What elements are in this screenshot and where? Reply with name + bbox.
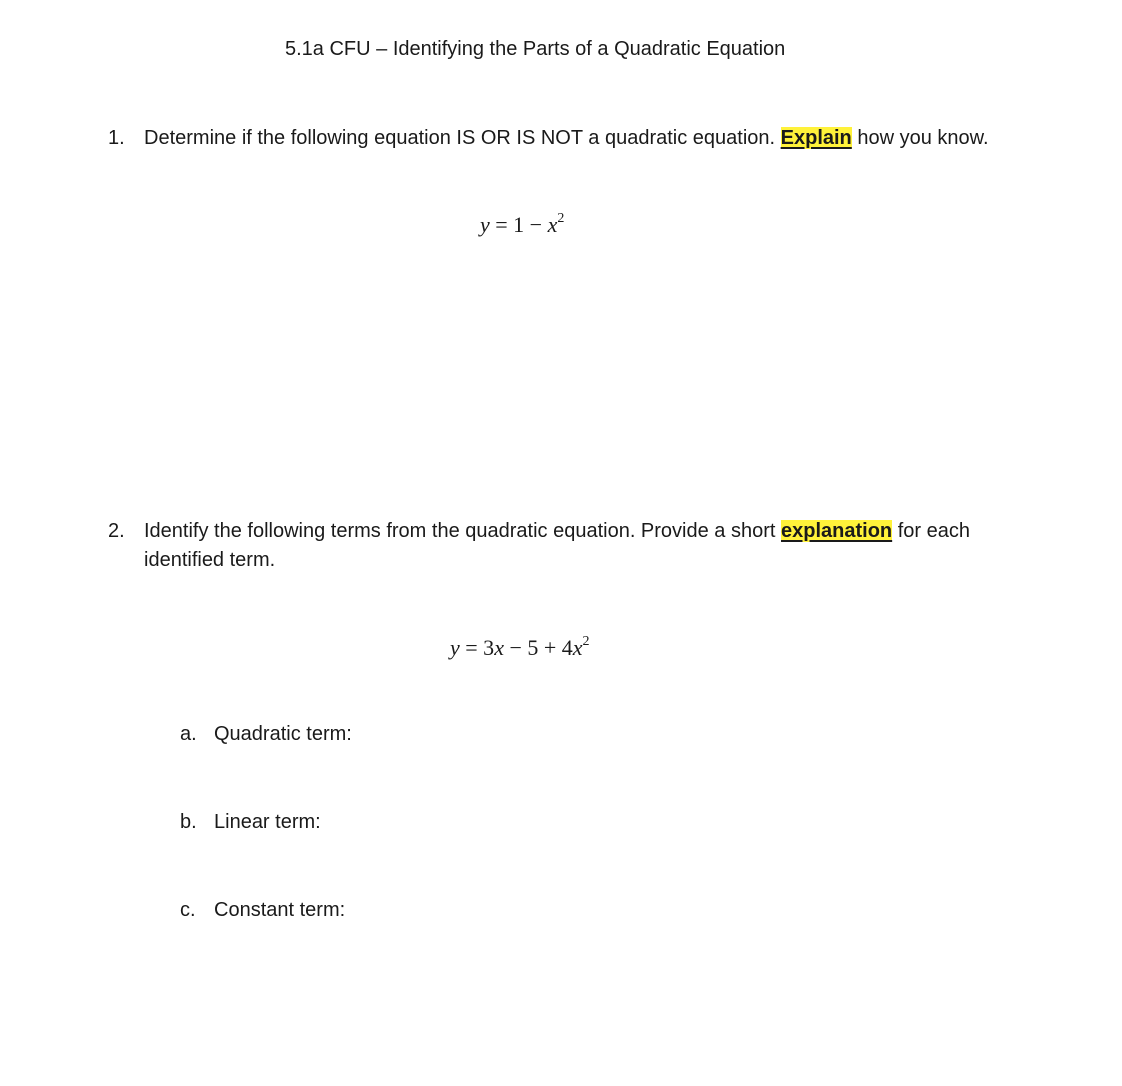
part-b-letter: b. [180,811,197,833]
question-2-text-line1 [144,517,970,546]
question-2-highlight: explanation [781,520,893,542]
eq1-lhs: y [480,212,490,237]
eq2-rest: − 5 + 4 [503,635,573,660]
question-2-number: 2. [108,520,125,542]
question-1-text-after: how you know. [851,127,989,149]
question-2-line1-after: for each [892,520,970,542]
question-1-number: 1. [108,127,125,149]
question-1-text [144,124,989,153]
page-title: 5.1a CFU – Identifying the Parts of a Quadratic Equation [285,38,786,60]
part-c-label: Constant term: [214,899,346,921]
eq2-exponent: 2 [582,633,590,649]
eq2-var1: x [494,635,504,660]
part-c-letter: c. [180,899,196,921]
part-a-label: Quadratic term: [214,723,352,745]
question-2-text-line2: identified term. [144,549,276,571]
question-1-equation [480,212,564,238]
part-a-letter: a. [180,723,197,745]
eq2-var2: x [572,635,583,660]
question-1-text-before: Determine if the following equation IS OR IS NOT a quadratic equation. [144,127,781,149]
eq2-lhs: y [450,635,460,660]
eq2-mid: = 3 [459,635,495,660]
question-1-highlight: Explain [780,127,852,149]
eq1-var: x [547,212,558,237]
part-b-label: Linear term: [214,811,321,833]
question-2-equation [450,635,590,661]
eq1-exponent: 2 [557,210,565,226]
eq1-rhs-prefix: = 1 − [489,212,548,237]
question-2-line1-before: Identify the following terms from the quadratic equation. Provide a short [144,520,782,542]
